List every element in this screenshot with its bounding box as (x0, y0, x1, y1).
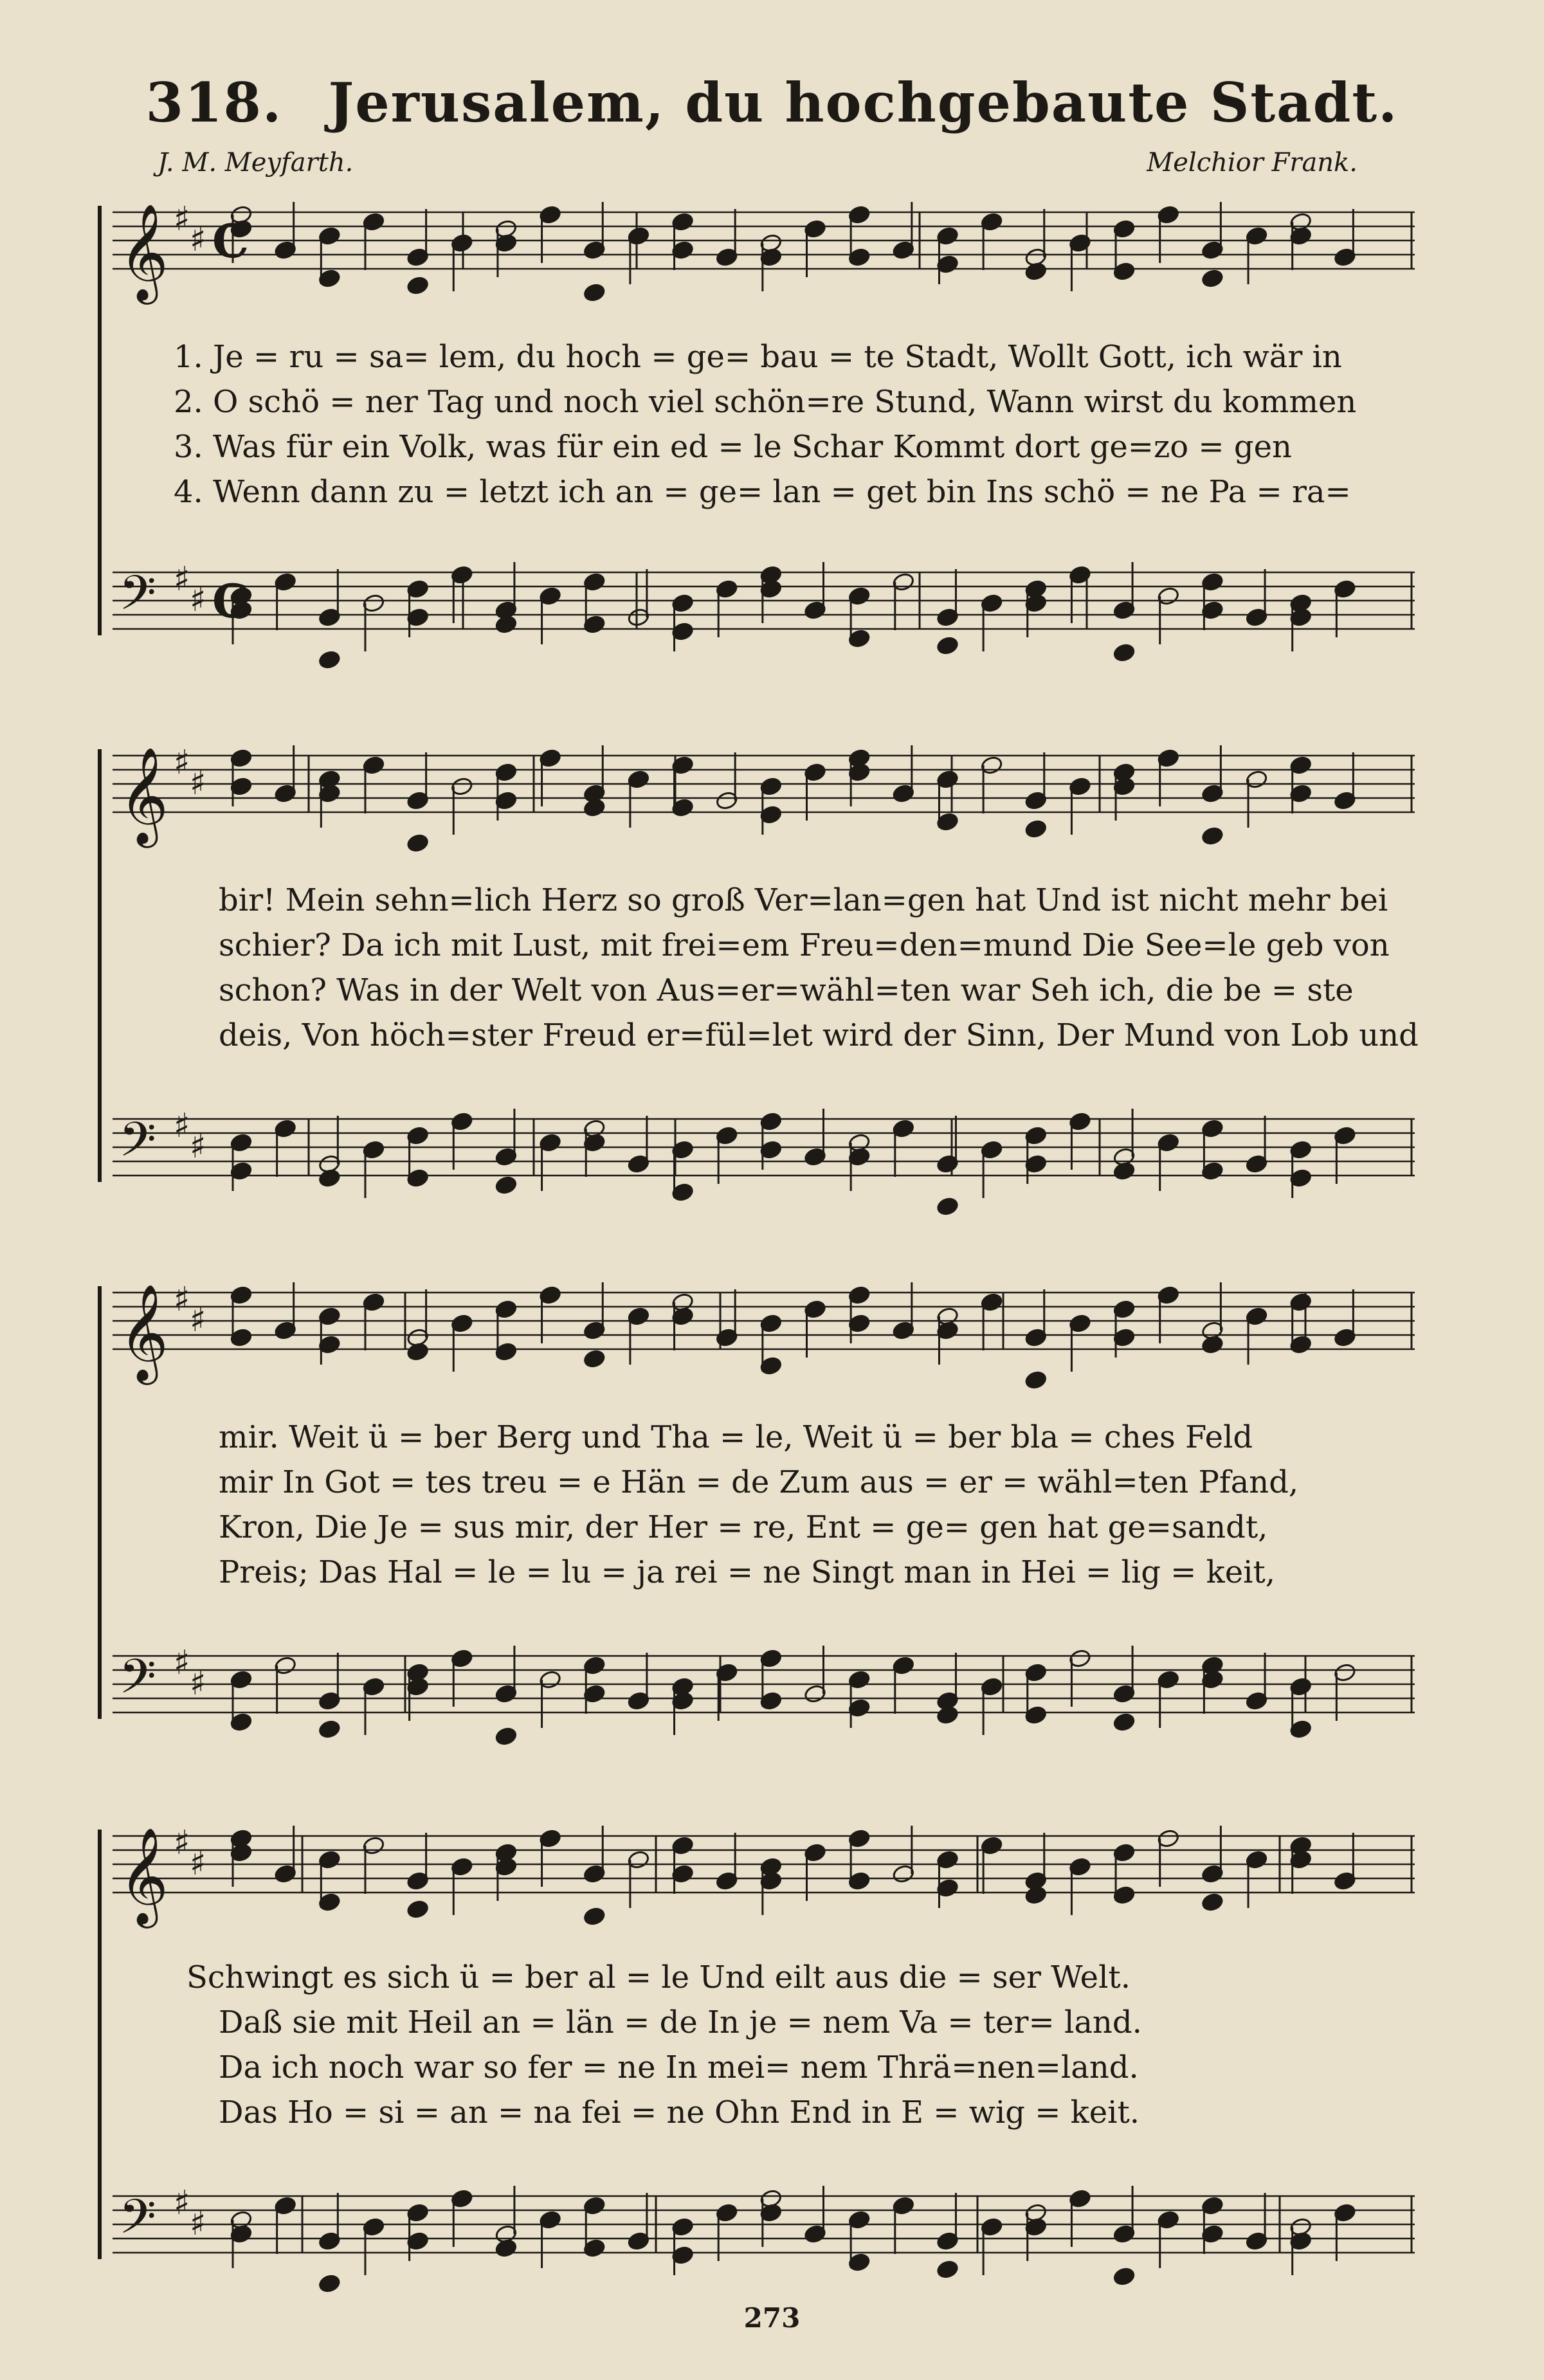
note-head (936, 1197, 959, 1217)
lyric-line: Kron, Die Je = sus mir, der Her = re, Ent = ge= gen hat ge=sandt, (219, 1509, 1268, 1545)
note-head (406, 1900, 430, 1920)
lyric-line: deis, Von höch=ster Freud er=fül=let wird der Sinn, Der Mund von Lob und (219, 1017, 1419, 1053)
note-head (1024, 819, 1048, 839)
note-head (1201, 269, 1224, 289)
bass-clef-icon: 𝄢 (119, 565, 156, 633)
note-head (936, 1705, 959, 1725)
note-head (1024, 1885, 1048, 1905)
hymn-title: Jerusalem, du hochgebaute Stadt. (328, 71, 1399, 134)
lyric-line: Da ich noch war so fer = ne In mei= nem Thrä=nen=land. (219, 2049, 1139, 2085)
lyric-line: Das Ho = si = an = na fei = ne Ohn End in E = wig = keit. (219, 2094, 1140, 2130)
lyric-line: Preis; Das Hal = le = lu = ja rei = ne Singt man in Hei = lig = keit, (219, 1554, 1276, 1590)
note-head (495, 2239, 518, 2258)
common-time-icon: C (212, 213, 250, 268)
treble-clef-icon: 𝄞 (119, 1826, 168, 1924)
note-head (318, 650, 341, 670)
sharp-icon: ♯ (174, 1107, 190, 1145)
note-head (936, 2260, 959, 2280)
note-head (583, 1907, 606, 1927)
lyric-line: Schwingt es sich ü = ber al = le Und eilt aus die = ser Welt. (186, 1959, 1131, 1995)
sharp-icon: ♯ (174, 1644, 190, 1682)
note-head (583, 283, 606, 303)
note-head (1024, 262, 1048, 282)
text-author: J. M. Meyfarth. (158, 148, 354, 177)
note-head (318, 1720, 341, 1740)
composer: Melchior Frank. (1147, 148, 1358, 177)
note-head (1113, 1712, 1136, 1732)
lyric-line: mir In Got = tes treu = e Hän = de Zum aus = er = wähl=ten Pfand, (219, 1464, 1299, 1500)
treble-clef-icon: 𝄞 (119, 203, 168, 300)
lyric-line: mir. Weit ü = ber Berg und Tha = le, Weit ü = ber bla = ches Feld (219, 1419, 1253, 1455)
lyric-line: 3. Was für ein Volk, was für ein ed = le Schar Kommt dort ge=zo = gen (174, 429, 1292, 465)
lyric-line: schon? Was in der Welt von Aus=er=wähl=ten war Seh ich, die be = ste (219, 972, 1354, 1008)
page-number: 273 (743, 2302, 801, 2334)
sharp-icon: ♯ (174, 560, 190, 599)
lyric-line: 4. Wenn dann zu = letzt ich an = ge= lan = get bin Ins schö = ne Pa = ra= (174, 474, 1351, 510)
lyric-line: 2. O schö = ner Tag und noch viel schön=re Stund, Wann wirst du kommen (174, 384, 1357, 420)
sharp-icon: ♯ (190, 1301, 206, 1340)
note-head (406, 1342, 430, 1362)
note-head (1201, 1335, 1224, 1355)
bass-clef-icon: 𝄢 (119, 1112, 156, 1179)
bass-clef-icon: 𝄢 (119, 1649, 156, 1716)
note-head (495, 1176, 518, 1195)
lyric-line: schier? Da ich mit Lust, mit frei=em Freu=den=mund Die See=le geb von (219, 927, 1390, 963)
sharp-icon: ♯ (174, 2184, 190, 2222)
note-head (583, 1349, 606, 1369)
note-head (1113, 1161, 1136, 1181)
note-head (1113, 2267, 1136, 2287)
note-head (1113, 643, 1136, 663)
common-time-icon: C (212, 574, 250, 628)
hymn-number: 318. (145, 71, 283, 134)
note-head (495, 1727, 518, 1747)
note-head (318, 1168, 341, 1188)
note-head (406, 276, 430, 296)
note-head (1201, 826, 1224, 846)
sharp-icon: ♯ (190, 764, 206, 803)
sharp-icon: ♯ (190, 1844, 206, 1883)
note-head (1024, 1370, 1048, 1390)
lyric-line: 1. Je = ru = sa= lem, du hoch = ge= bau = te Stadt, Wollt Gott, ich wär in (174, 339, 1342, 375)
sharp-icon: ♯ (190, 221, 206, 259)
sharp-icon: ♯ (174, 743, 190, 782)
note-head (583, 798, 606, 818)
sharp-icon: ♯ (190, 2204, 206, 2243)
sharp-icon: ♯ (174, 1824, 190, 1862)
sharp-icon: ♯ (190, 1127, 206, 1166)
sharp-icon: ♯ (190, 581, 206, 619)
note-head (936, 636, 959, 656)
lyric-line: Daß sie mit Heil an = län = de In je = nem Va = ter= land. (219, 2004, 1142, 2040)
sharp-icon: ♯ (174, 200, 190, 239)
sharp-icon: ♯ (174, 1280, 190, 1319)
note-head (406, 833, 430, 853)
lyric-line: bir! Mein sehn=lich Herz so groß Ver=lan=gen hat Und ist nicht mehr bei (219, 882, 1388, 918)
note-head (318, 2274, 341, 2294)
note-head (1201, 1893, 1224, 1912)
sharp-icon: ♯ (190, 1664, 206, 1703)
bass-clef-icon: 𝄢 (119, 2189, 156, 2257)
treble-clef-icon: 𝄞 (119, 746, 168, 844)
treble-clef-icon: 𝄞 (119, 1283, 168, 1381)
note-head (495, 615, 518, 635)
